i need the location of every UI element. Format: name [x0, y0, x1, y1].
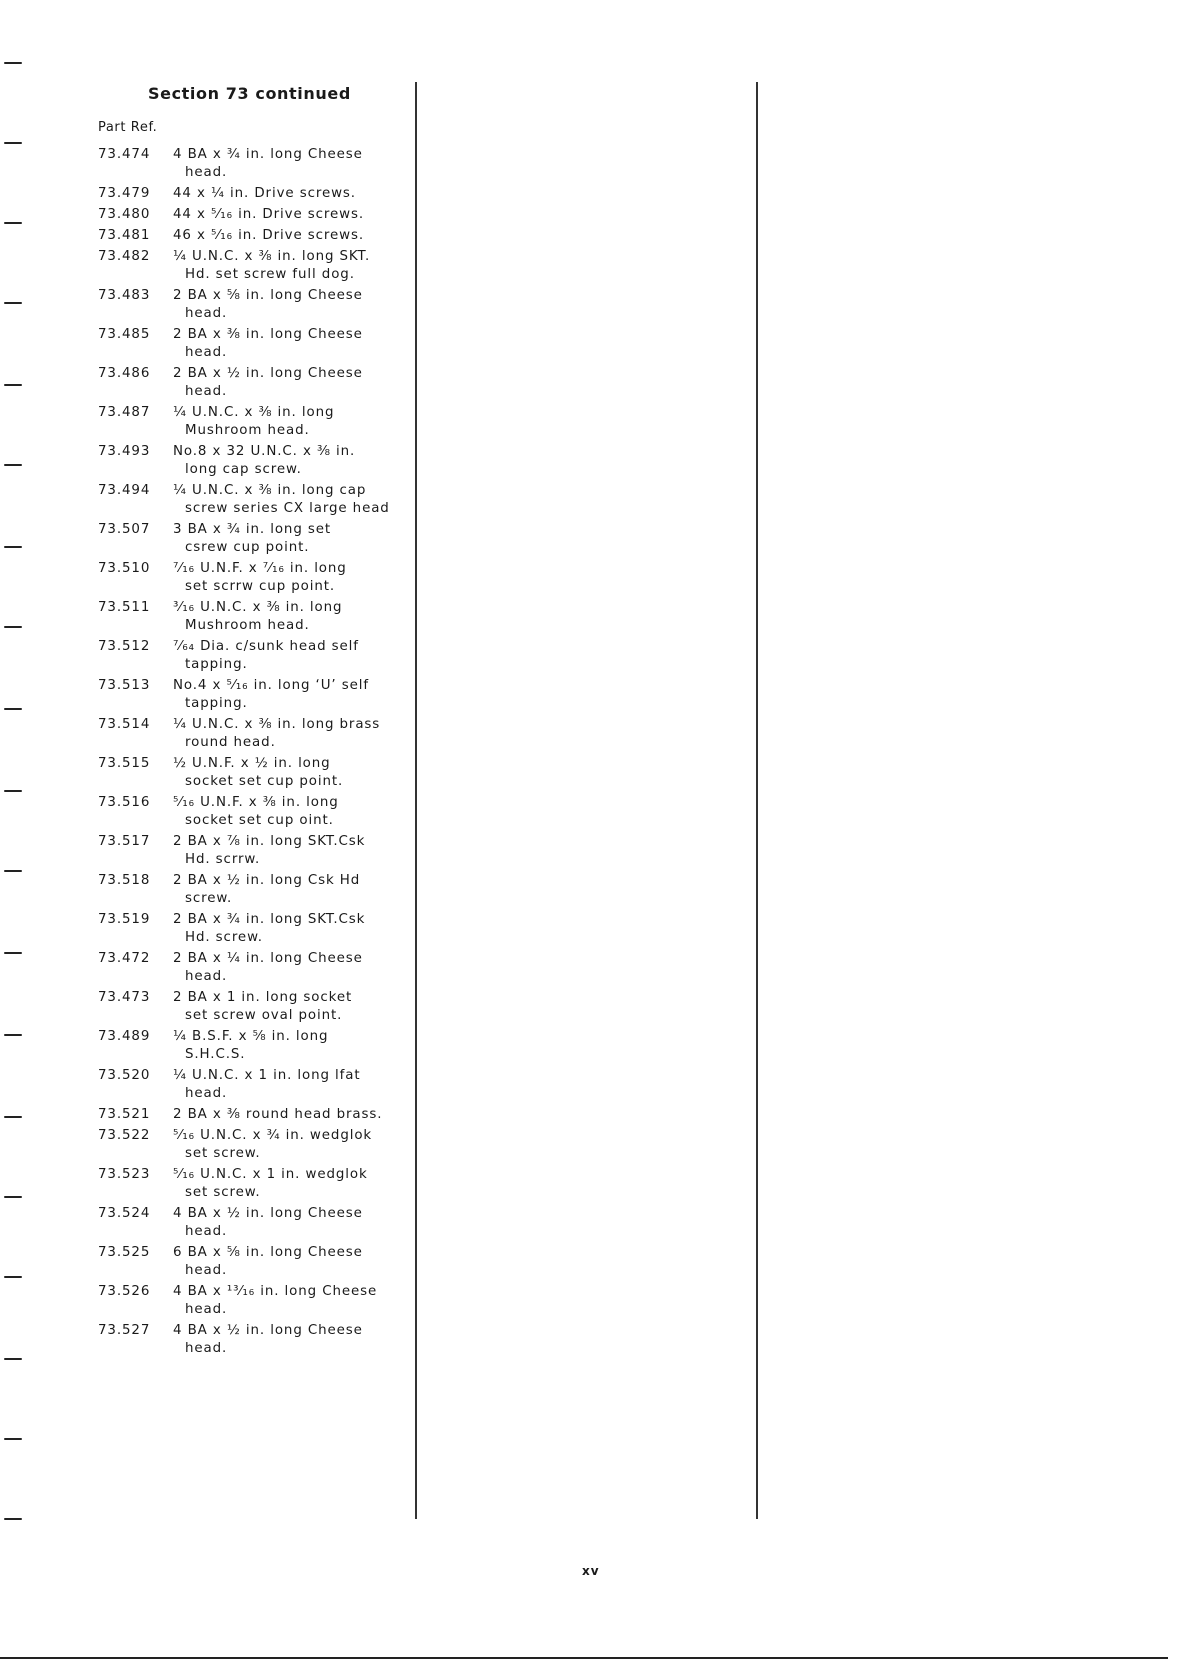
part-description [173, 599, 404, 635]
part-ref: 73.526 [98, 1284, 151, 1299]
list-item [98, 1205, 404, 1241]
binding-mark [4, 1438, 22, 1440]
list-item [98, 638, 404, 674]
description-line: 2 BA x ½ in. long Cheese [173, 366, 363, 381]
binding-mark [4, 1518, 22, 1520]
part-description [173, 989, 404, 1025]
part-ref: 73.512 [98, 639, 151, 654]
description-line: 2 BA x ⅞ in. long SKT.Csk [173, 834, 366, 849]
part-description [173, 248, 404, 284]
description-continuation: Mushroom head. [185, 423, 310, 438]
description-continuation: head. [185, 1224, 228, 1239]
part-description [173, 326, 404, 362]
list-item [98, 989, 404, 1025]
part-description [173, 677, 404, 713]
description-line: ¼ U.N.C. x 1 in. long lfat [173, 1068, 361, 1083]
binding-mark [4, 1358, 22, 1360]
binding-mark [4, 1196, 22, 1198]
description-line: ¼ B.S.F. x ⅝ in. long [173, 1029, 329, 1044]
part-ref: 73.489 [98, 1029, 151, 1044]
description-line: 2 BA x ½ in. long Csk Hd [173, 873, 361, 888]
binding-mark [4, 222, 22, 224]
list-item [98, 146, 404, 182]
description-line: 46 x ⁵⁄₁₆ in. Drive screws. [173, 228, 365, 243]
list-item [98, 1322, 404, 1358]
parts-list [98, 146, 404, 1361]
part-ref: 73.481 [98, 228, 151, 243]
list-item [98, 404, 404, 440]
part-description [173, 1067, 404, 1103]
description-continuation: set screw. [185, 1185, 261, 1200]
binding-mark [4, 1276, 22, 1278]
list-item [98, 716, 404, 752]
part-description [173, 365, 404, 401]
description-continuation: Mushroom head. [185, 618, 310, 633]
bottom-rule [0, 1657, 1168, 1659]
description-continuation: head. [185, 1302, 228, 1317]
part-description [173, 1166, 404, 1202]
description-line: 44 x ¼ in. Drive screws. [173, 186, 356, 201]
part-description [173, 950, 404, 986]
description-continuation: csrew cup point. [185, 540, 310, 555]
list-item [98, 833, 404, 869]
list-item [98, 1067, 404, 1103]
description-line: 2 BA x ⅜ round head brass. [173, 1107, 383, 1122]
description-continuation: head. [185, 165, 228, 180]
part-ref: 73.517 [98, 834, 151, 849]
list-item [98, 287, 404, 323]
part-description [173, 227, 404, 245]
list-item [98, 206, 404, 224]
description-continuation: Hd. set screw full dog. [185, 267, 355, 282]
list-item [98, 1106, 404, 1124]
list-item [98, 560, 404, 596]
part-ref: 73.521 [98, 1107, 151, 1122]
description-line: 4 BA x ½ in. long Cheese [173, 1206, 363, 1221]
list-item [98, 365, 404, 401]
description-line: ½ U.N.F. x ½ in. long [173, 756, 331, 771]
part-description [173, 755, 404, 791]
part-ref: 73.507 [98, 522, 151, 537]
description-continuation: screw series CX large head [185, 501, 390, 516]
description-continuation: long cap screw. [185, 462, 302, 477]
part-ref: 73.515 [98, 756, 151, 771]
description-continuation: set screw. [185, 1146, 261, 1161]
list-item [98, 1127, 404, 1163]
binding-mark [4, 546, 22, 548]
description-line: 6 BA x ⅝ in. long Cheese [173, 1245, 363, 1260]
part-ref: 73.483 [98, 288, 151, 303]
binding-mark [4, 464, 22, 466]
list-item [98, 326, 404, 362]
list-item [98, 521, 404, 557]
description-line: ⁵⁄₁₆ U.N.C. x ¾ in. wedglok [173, 1128, 373, 1143]
list-item [98, 794, 404, 830]
part-description [173, 443, 404, 479]
part-ref: 73.486 [98, 366, 151, 381]
part-ref: 73.519 [98, 912, 151, 927]
part-description [173, 872, 404, 908]
list-item [98, 599, 404, 635]
binding-mark [4, 708, 22, 710]
list-item [98, 1244, 404, 1280]
list-item [98, 950, 404, 986]
binding-mark [4, 952, 22, 954]
part-ref: 73.513 [98, 678, 151, 693]
description-line: 44 x ⁵⁄₁₆ in. Drive screws. [173, 207, 365, 222]
description-continuation: Hd. scrrw. [185, 852, 261, 867]
part-ref: 73.525 [98, 1245, 151, 1260]
description-continuation: Hd. screw. [185, 930, 263, 945]
description-continuation: screw. [185, 891, 233, 906]
description-line: 4 BA x ¾ in. long Cheese [173, 147, 363, 162]
description-line: ¼ U.N.C. x ⅜ in. long brass [173, 717, 381, 732]
description-line: No.4 x ⁵⁄₁₆ in. long ‘U’ self [173, 678, 369, 693]
description-continuation: tapping. [185, 657, 248, 672]
description-continuation: socket set cup oint. [185, 813, 334, 828]
part-description [173, 206, 404, 224]
part-ref: 73.474 [98, 147, 151, 162]
description-line: ³⁄₁₆ U.N.C. x ⅜ in. long [173, 600, 343, 615]
list-item [98, 248, 404, 284]
description-continuation: head. [185, 1263, 228, 1278]
part-ref: 73.516 [98, 795, 151, 810]
binding-mark [4, 302, 22, 304]
part-description [173, 287, 404, 323]
description-line: No.8 x 32 U.N.C. x ⅜ in. [173, 444, 356, 459]
page-number: xv [582, 1564, 600, 1578]
part-ref: 73.473 [98, 990, 151, 1005]
part-ref: 73.520 [98, 1068, 151, 1083]
binding-mark [4, 626, 22, 628]
column-header-part-ref: Part Ref. [98, 120, 158, 135]
part-description [173, 1244, 404, 1280]
description-continuation: round head. [185, 735, 276, 750]
description-continuation: tapping. [185, 696, 248, 711]
part-description [173, 911, 404, 947]
description-line: 2 BA x 1 in. long socket [173, 990, 353, 1005]
part-ref: 73.487 [98, 405, 151, 420]
list-item [98, 185, 404, 203]
part-ref: 73.482 [98, 249, 151, 264]
part-ref: 73.522 [98, 1128, 151, 1143]
description-line: ⁵⁄₁₆ U.N.C. x 1 in. wedglok [173, 1167, 368, 1182]
binding-mark [4, 384, 22, 386]
description-line: 2 BA x ¾ in. long SKT.Csk [173, 912, 366, 927]
part-ref: 73.510 [98, 561, 151, 576]
binding-mark [4, 142, 22, 144]
binding-mark [4, 1034, 22, 1036]
description-continuation: head. [185, 306, 228, 321]
part-description [173, 794, 404, 830]
list-item [98, 872, 404, 908]
part-description [173, 1283, 404, 1319]
part-ref: 73.518 [98, 873, 151, 888]
description-continuation: head. [185, 1086, 228, 1101]
part-ref: 73.480 [98, 207, 151, 222]
part-description [173, 146, 404, 182]
part-ref: 73.485 [98, 327, 151, 342]
description-continuation: S.H.C.S. [185, 1047, 246, 1062]
description-continuation: head. [185, 1341, 228, 1356]
part-description [173, 1322, 404, 1358]
description-line: 4 BA x ½ in. long Cheese [173, 1323, 363, 1338]
part-description [173, 1106, 404, 1124]
part-description [173, 185, 404, 203]
description-line: 4 BA x ¹³⁄₁₆ in. long Cheese [173, 1284, 378, 1299]
part-ref: 73.479 [98, 186, 151, 201]
part-description [173, 560, 404, 596]
list-item [98, 482, 404, 518]
description-line: ¼ U.N.C. x ⅜ in. long SKT. [173, 249, 371, 264]
list-item [98, 677, 404, 713]
description-continuation: set screw oval point. [185, 1008, 343, 1023]
description-line: ⁵⁄₁₆ U.N.F. x ⅜ in. long [173, 795, 339, 810]
binding-mark [4, 1116, 22, 1118]
description-continuation: head. [185, 345, 228, 360]
description-line: ⁷⁄₁₆ U.N.F. x ⁷⁄₁₆ in. long [173, 561, 347, 576]
part-description [173, 482, 404, 518]
part-ref: 73.524 [98, 1206, 151, 1221]
section-title: Section 73 continued [148, 84, 351, 103]
list-item [98, 443, 404, 479]
list-item [98, 911, 404, 947]
list-item [98, 755, 404, 791]
column-divider-left [415, 82, 417, 1519]
part-description [173, 1205, 404, 1241]
part-ref: 73.472 [98, 951, 151, 966]
binding-mark [4, 62, 22, 64]
part-ref: 73.511 [98, 600, 151, 615]
part-ref: 73.493 [98, 444, 151, 459]
part-description [173, 1028, 404, 1064]
part-description [173, 521, 404, 557]
binding-mark [4, 870, 22, 872]
description-line: 2 BA x ⅝ in. long Cheese [173, 288, 363, 303]
description-line: ¼ U.N.C. x ⅜ in. long [173, 405, 335, 420]
part-description [173, 716, 404, 752]
description-continuation: head. [185, 969, 228, 984]
part-description [173, 404, 404, 440]
list-item [98, 1283, 404, 1319]
column-divider-right [756, 82, 758, 1519]
part-ref: 73.494 [98, 483, 151, 498]
binding-mark [4, 790, 22, 792]
part-ref: 73.527 [98, 1323, 151, 1338]
description-continuation: socket set cup point. [185, 774, 344, 789]
description-line: ¼ U.N.C. x ⅜ in. long cap [173, 483, 367, 498]
part-description [173, 638, 404, 674]
part-description [173, 1127, 404, 1163]
description-continuation: head. [185, 384, 228, 399]
list-item [98, 227, 404, 245]
part-ref: 73.523 [98, 1167, 151, 1182]
list-item [98, 1166, 404, 1202]
part-description [173, 833, 404, 869]
part-ref: 73.514 [98, 717, 151, 732]
description-line: 3 BA x ¾ in. long set [173, 522, 332, 537]
description-continuation: set scrrw cup point. [185, 579, 336, 594]
list-item [98, 1028, 404, 1064]
description-line: 2 BA x ⅜ in. long Cheese [173, 327, 363, 342]
description-line: ⁷⁄₆₄ Dia. c/sunk head self [173, 639, 359, 654]
description-line: 2 BA x ¼ in. long Cheese [173, 951, 363, 966]
